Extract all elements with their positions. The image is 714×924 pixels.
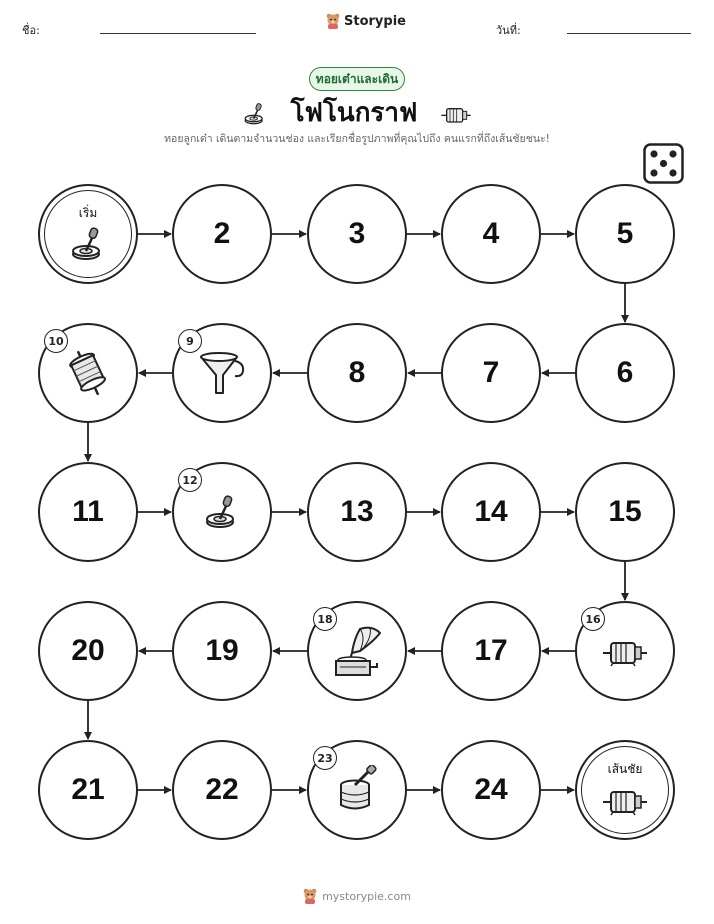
space-number: 8 <box>348 356 366 389</box>
cylinder-icon <box>335 765 379 815</box>
phonograph-icon <box>330 623 384 679</box>
motor-icon <box>601 784 649 816</box>
board-space-16 <box>575 601 675 701</box>
space-number: 6 <box>616 356 634 389</box>
board-space-6 <box>575 323 675 423</box>
space-number: 19 <box>205 634 239 667</box>
space-number-badge: 10 <box>44 329 68 353</box>
finish-space <box>575 740 675 840</box>
space-number: 4 <box>482 217 500 250</box>
board-space-13 <box>307 462 407 562</box>
space-number: 11 <box>72 495 104 528</box>
board-space-11 <box>38 462 138 562</box>
footer-site[interactable]: mystorypie.com <box>322 889 411 903</box>
space-number: 17 <box>474 634 508 667</box>
date-label: วันที่: <box>496 24 521 37</box>
space-number-badge: 16 <box>581 607 605 631</box>
space-number-badge: 23 <box>313 746 337 770</box>
start-label: เริ่ม <box>78 206 98 220</box>
board-space-8 <box>307 323 407 423</box>
space-number: 21 <box>71 773 105 806</box>
instructions: ทอยลูกเต๋า เดินตามจำนวนช่อง และเรียกชื่อรูปภาพที่คุณไปถึง คนแรกที่ถึงเส้นชัยชนะ! <box>164 133 550 145</box>
title-text: โฟโนกราฟ <box>290 98 418 128</box>
board-space-19 <box>172 601 272 701</box>
board-space-4 <box>441 184 541 284</box>
space-number-badge: 12 <box>178 468 202 492</box>
space-number: 13 <box>340 495 374 528</box>
motor-icon <box>601 635 649 667</box>
lever-icon <box>202 492 242 532</box>
board-space-10 <box>38 323 138 423</box>
brand-name: Storypie <box>344 13 406 29</box>
board-space-15 <box>575 462 675 562</box>
board-space-5 <box>575 184 675 284</box>
space-number-badge: 18 <box>313 607 337 631</box>
board-space-12 <box>172 462 272 562</box>
footer <box>0 888 714 904</box>
funnel-icon <box>197 347 247 399</box>
spool-icon <box>67 347 109 399</box>
storypie-bear-icon <box>303 888 317 904</box>
board-space-18 <box>307 601 407 701</box>
board-space-2 <box>172 184 272 284</box>
name-label: ชื่อ: <box>22 24 40 37</box>
space-number: 15 <box>608 495 642 528</box>
board-space-3 <box>307 184 407 284</box>
game-type-badge: ทอยเต๋าและเดิน <box>309 67 405 91</box>
space-number: 2 <box>213 217 231 250</box>
board-space-23 <box>307 740 407 840</box>
space-number: 20 <box>71 634 105 667</box>
lever-icon <box>68 224 108 264</box>
start-space <box>38 184 138 284</box>
board-space-20 <box>38 601 138 701</box>
space-number: 22 <box>205 773 239 806</box>
space-number: 24 <box>474 773 508 806</box>
board-space-21 <box>38 740 138 840</box>
board-space-7 <box>441 323 541 423</box>
space-number: 7 <box>482 356 500 389</box>
board-space-17 <box>441 601 541 701</box>
board-space-14 <box>441 462 541 562</box>
finish-label: เส้นชัย <box>607 762 643 776</box>
space-number: 5 <box>616 217 634 250</box>
space-number: 3 <box>348 217 366 250</box>
space-number-badge: 9 <box>178 329 202 353</box>
space-number: 14 <box>474 495 508 528</box>
board-space-24 <box>441 740 541 840</box>
board-space-9 <box>172 323 272 423</box>
board-space-22 <box>172 740 272 840</box>
